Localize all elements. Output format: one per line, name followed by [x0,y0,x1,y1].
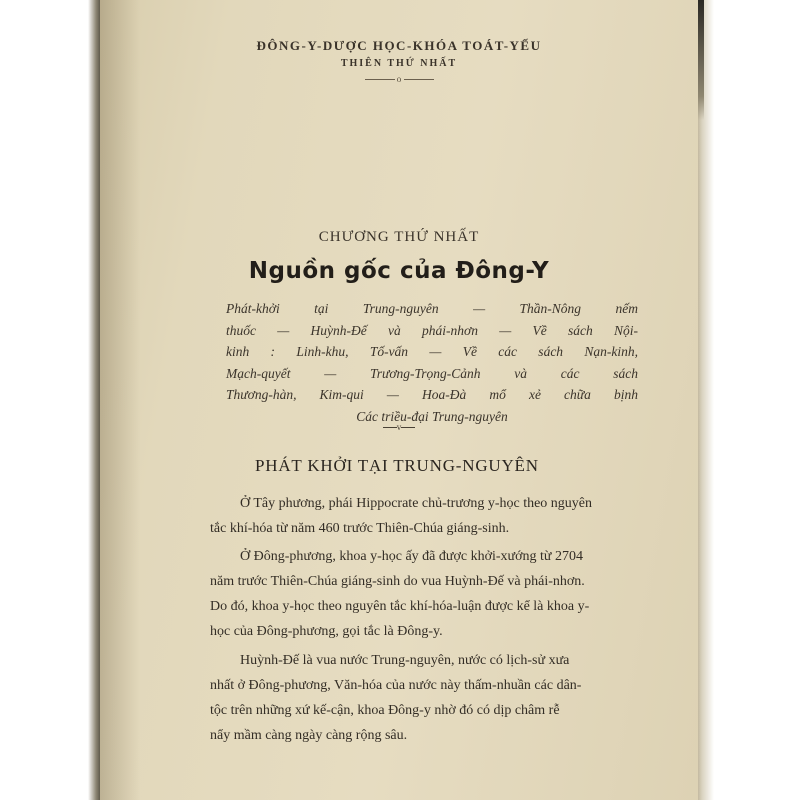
left-page-shadow [0,0,100,800]
paragraph-line: Ở Tây phương, phái Hippocrate chủ-trương y-học theo nguyên [240,496,593,511]
header-ornament-mark: o [396,74,402,84]
summary-line: kinh : Linh-khu, Tố-vấn — Về các sách Nạn-kinh, [226,344,638,359]
paragraph-line: nẩy mầm càng ngày càng rộng sâu. [210,728,408,743]
paragraph [210,491,666,541]
book-page [100,0,698,800]
paragraph [210,648,666,748]
paragraph-line: Do đó, khoa y-học theo nguyên tắc khí-hóa-luận được kể là khoa y- [210,599,590,614]
summary-line: Mạch-quyết — Trương-Trọng-Cảnh và các sách [226,365,638,381]
paragraph-line: học của Đông-phương, gọi tắc là Đông-y. [210,624,443,639]
chapter-label: CHƯƠNG THỨ NHẤT [318,229,480,245]
summary-line: Phát-khởi tại Trung-nguyên — Thần-Nông nếm [226,301,638,316]
paragraph-line: nhất ở Đông-phương, Văn-hóa của nước này thấm-nhuần các dân- [210,678,582,693]
running-subtitle: THIÊN THỨ NHẤT [340,58,458,69]
paragraph [210,544,666,644]
section-divider [100,422,698,432]
summary-line: Thương-hàn, Kim-qui — Hoa-Đà mổ xẻ chữa bịnh [226,387,638,402]
paragraph-line: Ở Đông-phương, khoa y-học ấy đã được khởi-xướng từ 2704 [240,549,584,564]
paragraph-line: Huỳnh-Đế là vua nước Trung-nguyên, nước có lịch-sử xưa [240,653,570,668]
paragraph-line: tắc khí-hóa từ năm 460 trước Thiên-Chúa giáng-sinh. [210,521,510,536]
section-heading: PHÁT KHỞI TẠI TRUNG-NGUYÊN [255,456,539,475]
chapter-title: Nguồn gốc của Đông-Y [248,258,550,284]
chapter-summary [226,298,638,427]
section-divider-mark: v [396,422,402,432]
running-title: ĐÔNG-Y-DƯỢC HỌC-KHÓA TOÁT-YẾU [256,38,542,53]
summary-line: thuốc — Huỳnh-Đế và phái-nhơn — Về sách Nội- [226,322,638,338]
paragraph-line: tộc trên những xứ kế-cận, khoa Đông-y nhờ đó có dịp châm rễ [210,703,560,718]
header-ornament [100,74,698,84]
paragraph-line: năm trước Thiên-Chúa giáng-sinh do vua Huỳnh-Đế và phái-nhơn. [210,574,585,589]
right-page-edge [696,0,800,800]
summary-line: Các triều-đại Trung-nguyên [356,408,508,424]
